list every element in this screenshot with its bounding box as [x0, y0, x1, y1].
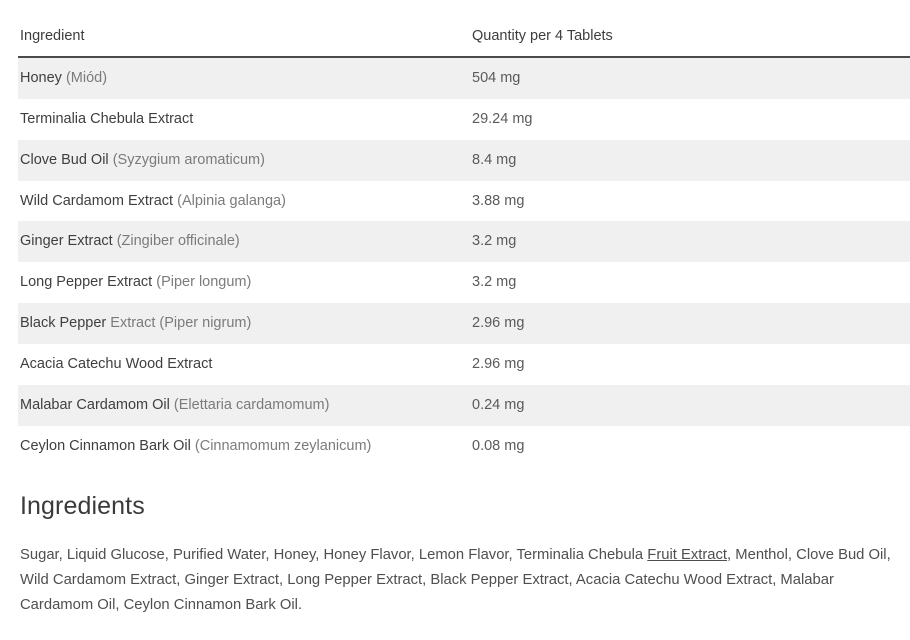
cell-ingredient [18, 221, 454, 262]
cell-quantity: 2.96 mg [472, 315, 525, 332]
ingredient-name: Ceylon Cinnamon Bark Oil [20, 437, 195, 454]
ingredient-latin-name: (Piper longum) [156, 274, 252, 291]
cell-quantity: 29.24 mg [472, 110, 533, 127]
cell-quantity: 8.4 mg [472, 151, 517, 168]
cell-ingredient [18, 426, 454, 467]
ingredient-latin-name: (Cinnamomum zeylanicum) [194, 437, 372, 454]
column-header-quantity: Quantity per 4 Tablets [454, 22, 910, 57]
cell-quantity: 3.2 mg [472, 233, 517, 250]
table-row [18, 385, 910, 426]
table-body [18, 57, 910, 466]
table-row [18, 426, 910, 467]
fruit-extract-link[interactable]: Fruit Extract [647, 547, 728, 564]
table-row [18, 344, 910, 385]
ingredient-name: Terminalia Chebula Extract [20, 110, 194, 127]
ingredient-name: Malabar Cardamom Oil [20, 396, 174, 413]
ingredient-name: Honey [20, 70, 66, 86]
cell-quantity: 2.96 mg [472, 355, 525, 372]
cell-quantity: 0.08 mg [472, 437, 525, 454]
cell-ingredient [18, 99, 454, 140]
ingredient-name: Clove Bud Oil [20, 151, 113, 168]
ingredient-name: Long Pepper Extract [20, 274, 157, 291]
ingredients-paragraph [20, 543, 896, 618]
ingredient-latin-name: (Miód) [65, 70, 108, 86]
cell-ingredient [18, 385, 454, 426]
ingredients-text-before-link: Sugar, Liquid Glucose, Purified Water, Honey, Honey Flavor, Lemon Flavor, Terminalia Chebula [20, 547, 648, 564]
table-header-row [18, 22, 910, 57]
cell-ingredient [18, 140, 454, 181]
ingredient-latin-name: (Syzygium aromaticum) [112, 151, 265, 168]
ingredient-name: Acacia Catechu Wood Extract [20, 355, 213, 372]
cell-ingredient [18, 262, 454, 303]
ingredient-quantity-table [18, 22, 910, 466]
column-header-ingredient: Ingredient [18, 22, 454, 57]
table-row [18, 262, 910, 303]
cell-quantity: 504 mg [472, 70, 521, 86]
table-row [18, 57, 910, 99]
cell-quantity: 0.24 mg [472, 396, 525, 413]
ingredient-latin-name: Extract (Piper nigrum) [110, 315, 252, 332]
ingredient-latin-name: (Zingiber officinale) [116, 233, 240, 250]
table-row [18, 181, 910, 222]
cell-ingredient [18, 57, 454, 99]
ingredient-latin-name: (Elettaria cardamomum) [173, 396, 330, 413]
table-header [18, 22, 910, 57]
ingredients-heading: Ingredients [20, 492, 145, 521]
ingredient-name: Ginger Extract [20, 233, 117, 250]
ingredient-name: Wild Cardamom Extract [20, 192, 178, 209]
table-row [18, 221, 910, 262]
table-row [18, 303, 910, 344]
table-row [18, 99, 910, 140]
table-row [18, 140, 910, 181]
cell-ingredient [18, 181, 454, 222]
cell-quantity: 3.2 mg [472, 274, 517, 291]
ingredient-latin-name: (Alpinia galanga) [177, 192, 286, 209]
ingredient-name: Black Pepper [20, 315, 111, 332]
ingredients-text-after-link: , Menthol, Clove Bud Oil, Wild Cardamom Extract, Ginger Extract, Long Pepper Extract, Black Pepper Extract, Acacia Catechu Wood Extract, Malabar Cardamom Oil, Ceylon Cinnamon Bark Oil. [20, 547, 891, 614]
cell-ingredient [18, 303, 454, 344]
cell-quantity: 3.88 mg [472, 192, 525, 209]
cell-ingredient [18, 344, 454, 385]
